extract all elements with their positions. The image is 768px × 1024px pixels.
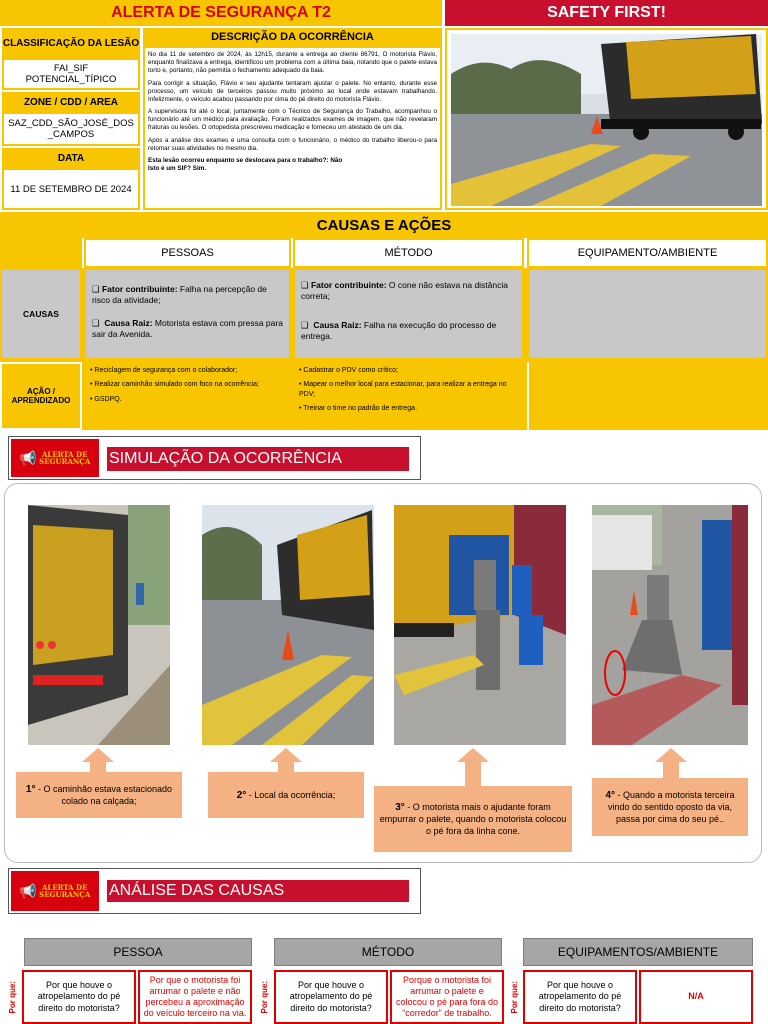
step3-photo bbox=[394, 505, 566, 745]
description-p1: No dia 11 de setembro de 2024, às 12h15, durante a entrega ao cliente 86791, O motorista Flávio, enquanto finalizava a entrega, identificou um problema com a última baia, notando que o palete estava torto e, portanto, não permitia o fechamento adequado da baia. bbox=[148, 51, 437, 75]
method-action-item: • Treinar o time no padrão de entrega. bbox=[299, 405, 418, 413]
col-equipment-header: EQUIPAMENTO/AMBIENTE bbox=[527, 238, 768, 268]
causes-title: CAUSAS E AÇÕES bbox=[0, 212, 768, 238]
people-actions-cell bbox=[84, 362, 291, 430]
method-action-item: • Mapear o melhor local para estacionar, para realizar a entrega no PDV; bbox=[299, 381, 507, 398]
analysis-title: ANÁLISE DAS CAUSAS bbox=[107, 880, 409, 902]
col-method-header: MÉTODO bbox=[293, 238, 524, 268]
description-q2: Isto é um SIF? Sim. bbox=[148, 165, 207, 173]
step4-number: 4° bbox=[605, 789, 615, 801]
simulation-badge-text: ALERTA DE SEGURANÇA bbox=[39, 449, 91, 466]
description-p3: A supervisora foi até o local, juntamente com o Técnico de Segurança do Trabalho, acompanhou o funcionário até um médico para avaliação. Foram realizados exames de imagem, que não revelaram fraturas ou lesões. O ortopedista prescreveu medicação e forneceu um atestado de um dia. bbox=[148, 108, 437, 132]
people-root-label: Causa Raiz: bbox=[104, 318, 153, 329]
analysis-equipment-answer: N/A bbox=[639, 970, 753, 1024]
date-label: DATA bbox=[2, 148, 140, 168]
classification-label: CLASSIFICAÇÃO DA LESÃO bbox=[2, 28, 140, 58]
alert-title: ALERTA DE SEGURANÇA T2 bbox=[111, 4, 331, 21]
analysis-badge-text: ALERTA DE SEGURANÇA bbox=[39, 882, 91, 899]
method-action-item: • Cadastrar o PDV como crítico; bbox=[299, 367, 398, 374]
step1-photo bbox=[28, 505, 170, 745]
row-causes-label: CAUSAS bbox=[0, 268, 82, 360]
equipment-causes-cell bbox=[527, 268, 768, 360]
zone-label: ZONE / CDD / AREA bbox=[2, 92, 140, 112]
step3-arrow bbox=[457, 748, 489, 788]
step4-caption bbox=[592, 778, 748, 836]
analysis-people-answer: Por que o motorista foi arrumar o palete e não percebeu a aproximação do veículo terceiro na via. bbox=[138, 970, 252, 1024]
description-p4: Após a análise dos exames e uma consulta com o funcionário, o médico do trabalho liberou-o para retomar suas atividades no mesmo dia. bbox=[148, 136, 437, 152]
safety-first-title: SAFETY FIRST! bbox=[547, 4, 666, 21]
simulation-title: SIMULAÇÃO DA OCORRÊNCIA bbox=[107, 447, 409, 471]
description-title: DESCRIÇÃO DA OCORRÊNCIA bbox=[143, 28, 442, 46]
step3-text: - O motorista mais o ajudante foram empurrar o palete, quando o motorista colocou o pé fora da linha cone. bbox=[379, 801, 567, 836]
description-p2: Para corrigir a situação, Flávio e seu ajudante tentaram ajustar o palete. No entanto, durante esse processo, um veículo de terceiros passou muito próximo ao local onde estavam trabalhando. Infelizmente, o veículo acabou passando por cima do pé direito do motorista Flávio. bbox=[148, 79, 437, 103]
people-root-text: Motorista estava com pressa para sair da Avenida. bbox=[92, 318, 283, 340]
analysis-badge bbox=[11, 871, 99, 911]
description-q1: Esta lesão ocorreu enquanto se deslocava para o trabalho?: Não bbox=[148, 156, 343, 164]
causes-corner bbox=[0, 238, 82, 268]
simulation-badge bbox=[11, 439, 99, 477]
people-action-item: • Reciclagem de segurança com o colaborador; bbox=[90, 367, 238, 374]
classification-value: FAI_SIF POTENCIAL_TÍPICO bbox=[2, 58, 140, 90]
method-factor-label: Fator contribuinte: bbox=[310, 280, 387, 290]
analysis-method-question: Por que houve o atropelamento do pé direito do motorista? bbox=[274, 970, 388, 1024]
step1-arrow bbox=[82, 748, 114, 774]
step1-text: - O caminhão estava estacionado colado na calçada; bbox=[35, 783, 173, 806]
step3-caption bbox=[374, 786, 572, 852]
people-action-item: • Realizar caminhão simulado com foco na ocorrência; bbox=[90, 381, 259, 389]
people-causes-cell: ❑ Fator contribuinte: Falha na percepção de risco da atividade; ❑ Causa Raiz: Motorista estava com pressa para sair da Avenida. bbox=[84, 268, 291, 360]
alert-title-bar bbox=[0, 0, 442, 26]
col-people-header: PESSOAS bbox=[84, 238, 291, 268]
people-action-item: • GSDPQ. bbox=[90, 395, 122, 403]
step2-arrow bbox=[270, 748, 302, 774]
step1-number: 1° bbox=[25, 783, 36, 795]
row-actions-label: AÇÃO / APRENDIZADO bbox=[0, 362, 82, 430]
people-factor-label: Fator contribuinte: bbox=[101, 284, 178, 294]
simulation-header bbox=[8, 436, 421, 480]
analysis-col-method-header: MÉTODO bbox=[274, 938, 502, 966]
step2-number: 2° bbox=[236, 789, 247, 801]
analysis-method-answer: Porque o motorista foi arrumar o palete e colocou o pé para fora do “corredor” de trabalho. bbox=[390, 970, 504, 1024]
step2-caption bbox=[208, 772, 364, 818]
analysis-col-equipment-header: EQUIPAMENTOS/AMBIENTE bbox=[523, 938, 753, 966]
analysis-people-side: Por que: bbox=[7, 980, 17, 1014]
method-actions-cell bbox=[293, 362, 524, 430]
method-factor-text: O cone não estava na distância correta; bbox=[301, 280, 508, 302]
method-root-text: Falha na execução do processo de entrega. bbox=[301, 320, 497, 342]
analysis-header bbox=[8, 868, 421, 914]
analysis-equipment-side: Por que: bbox=[509, 980, 519, 1014]
people-actions-list bbox=[90, 366, 285, 404]
method-actions-list bbox=[299, 366, 518, 414]
analysis-people-question: Por que houve o atropelamento do pé direito do motorista? bbox=[22, 970, 136, 1024]
equipment-actions-cell bbox=[527, 362, 768, 430]
megaphone-icon: 📢 bbox=[19, 882, 37, 899]
incident-photo-frame bbox=[445, 28, 768, 210]
step4-arrow bbox=[655, 748, 687, 780]
zone-value: SAZ_CDD_SÃO_JOSÉ_DOS_CAMPOS bbox=[2, 112, 140, 146]
megaphone-icon: 📢 bbox=[19, 449, 37, 466]
step4-photo bbox=[592, 505, 748, 745]
analysis-method-side: Por que: bbox=[259, 980, 269, 1014]
step2-text: - Local da ocorrência; bbox=[246, 789, 336, 800]
date-value: 11 DE SETEMBRO DE 2024 bbox=[2, 168, 140, 210]
description-body bbox=[143, 46, 442, 210]
step1-caption bbox=[16, 772, 182, 818]
method-root-label: Causa Raiz: bbox=[313, 320, 362, 331]
method-causes-cell: ❑ Fator contribuinte: O cone não estava na distância correta; ❑ Causa Raiz: Falha na execução do processo de entrega. bbox=[293, 268, 524, 360]
analysis-col-people-header: PESSOA bbox=[24, 938, 252, 966]
people-factor-text: Falha na percepção de risco da atividade; bbox=[92, 284, 267, 306]
analysis-equipment-question: Por que houve o atropelamento do pé direito do motorista? bbox=[523, 970, 637, 1024]
incident-photo bbox=[451, 34, 762, 206]
step2-photo bbox=[202, 505, 374, 745]
safety-first-bar bbox=[445, 0, 768, 26]
step3-number: 3° bbox=[395, 801, 405, 813]
step4-text: - Quando a motorista terceira vindo do sentido oposto da via, passa por cima do seu pé.. bbox=[607, 789, 735, 824]
